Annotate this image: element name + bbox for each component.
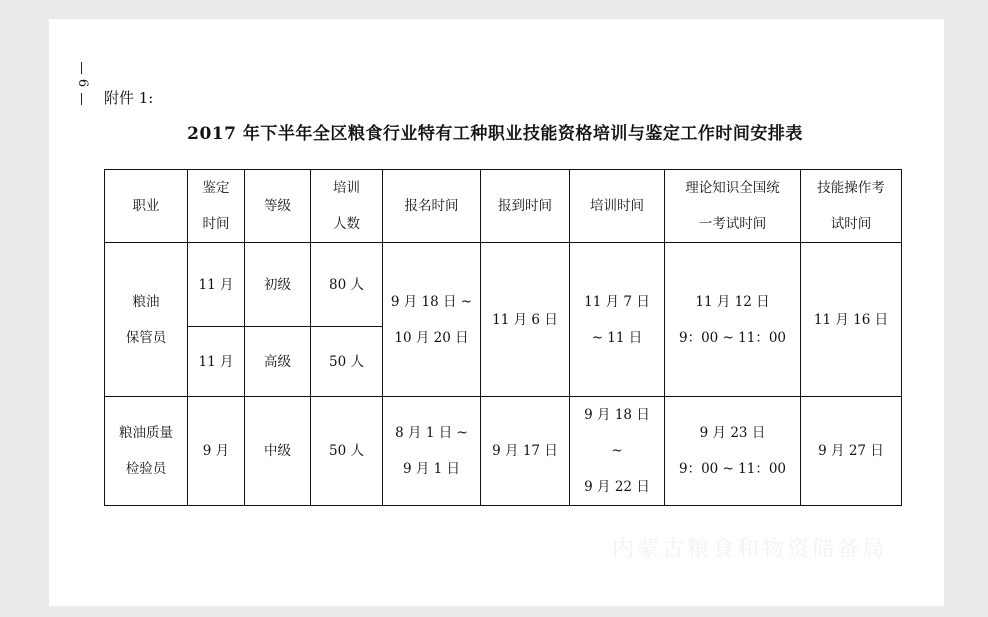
schedule-table [104,169,902,506]
cell-theory-exam: 11 月 12 日 9：00 ~ 11：00 [665,243,801,397]
cell-occupation: 粮油质量 检验员 [105,397,188,506]
cell-registration: 9 月 18 日 ~ 10 月 20 日 [383,243,481,397]
cell-appraisal-time: 9 月 [188,397,245,506]
header-registration: 报名时间 [383,170,481,243]
cell-check-in: 11 月 6 日 [481,243,570,397]
header-row [105,170,902,243]
table-row [105,397,902,506]
cell-appraisal-time: 11 月 [188,327,245,397]
cell-level: 中级 [245,397,311,506]
cell-level: 高级 [245,327,311,397]
page-number: 6 [75,78,90,88]
cell-occupation: 粮油 保管员 [105,243,188,397]
cell-training: 11 月 7 日 ~ 11 日 [570,243,665,397]
cell-appraisal-time: 11 月 [188,243,245,327]
cell-trainees: 50 人 [311,327,383,397]
header-theory-exam: 理论知识全国统 一考试时间 [665,170,801,243]
table-row [105,243,902,327]
cell-level: 初级 [245,243,311,327]
cell-trainees: 50 人 [311,397,383,506]
watermark: 内蒙古粮食和物资储备局 [612,537,888,562]
cell-registration: 8 月 1 日 ~ 9 月 1 日 [383,397,481,506]
header-level: 等级 [245,170,311,243]
document-title: 2017 年下半年全区粮食行业特有工种职业技能资格培训与鉴定工作时间安排表 [187,124,803,144]
header-occupation: 职业 [105,170,188,243]
header-training: 培训时间 [570,170,665,243]
header-skill-exam: 技能操作考 试时间 [801,170,902,243]
header-appraisal-time: 鉴定 时间 [188,170,245,243]
page-number-dash-top [81,62,82,74]
page-number-marker [75,62,89,106]
page-number-dash-bottom [81,93,82,105]
cell-check-in: 9 月 17 日 [481,397,570,506]
attachment-label: 附件 1: [104,89,154,107]
cell-trainees: 80 人 [311,243,383,327]
header-check-in: 报到时间 [481,170,570,243]
cell-skill-exam: 11 月 16 日 [801,243,902,397]
cell-skill-exam: 9 月 27 日 [801,397,902,506]
header-trainees: 培训 人数 [311,170,383,243]
cell-theory-exam: 9 月 23 日 9：00 ~ 11：00 [665,397,801,506]
cell-training: 9 月 18 日 ~ 9 月 22 日 [570,397,665,506]
